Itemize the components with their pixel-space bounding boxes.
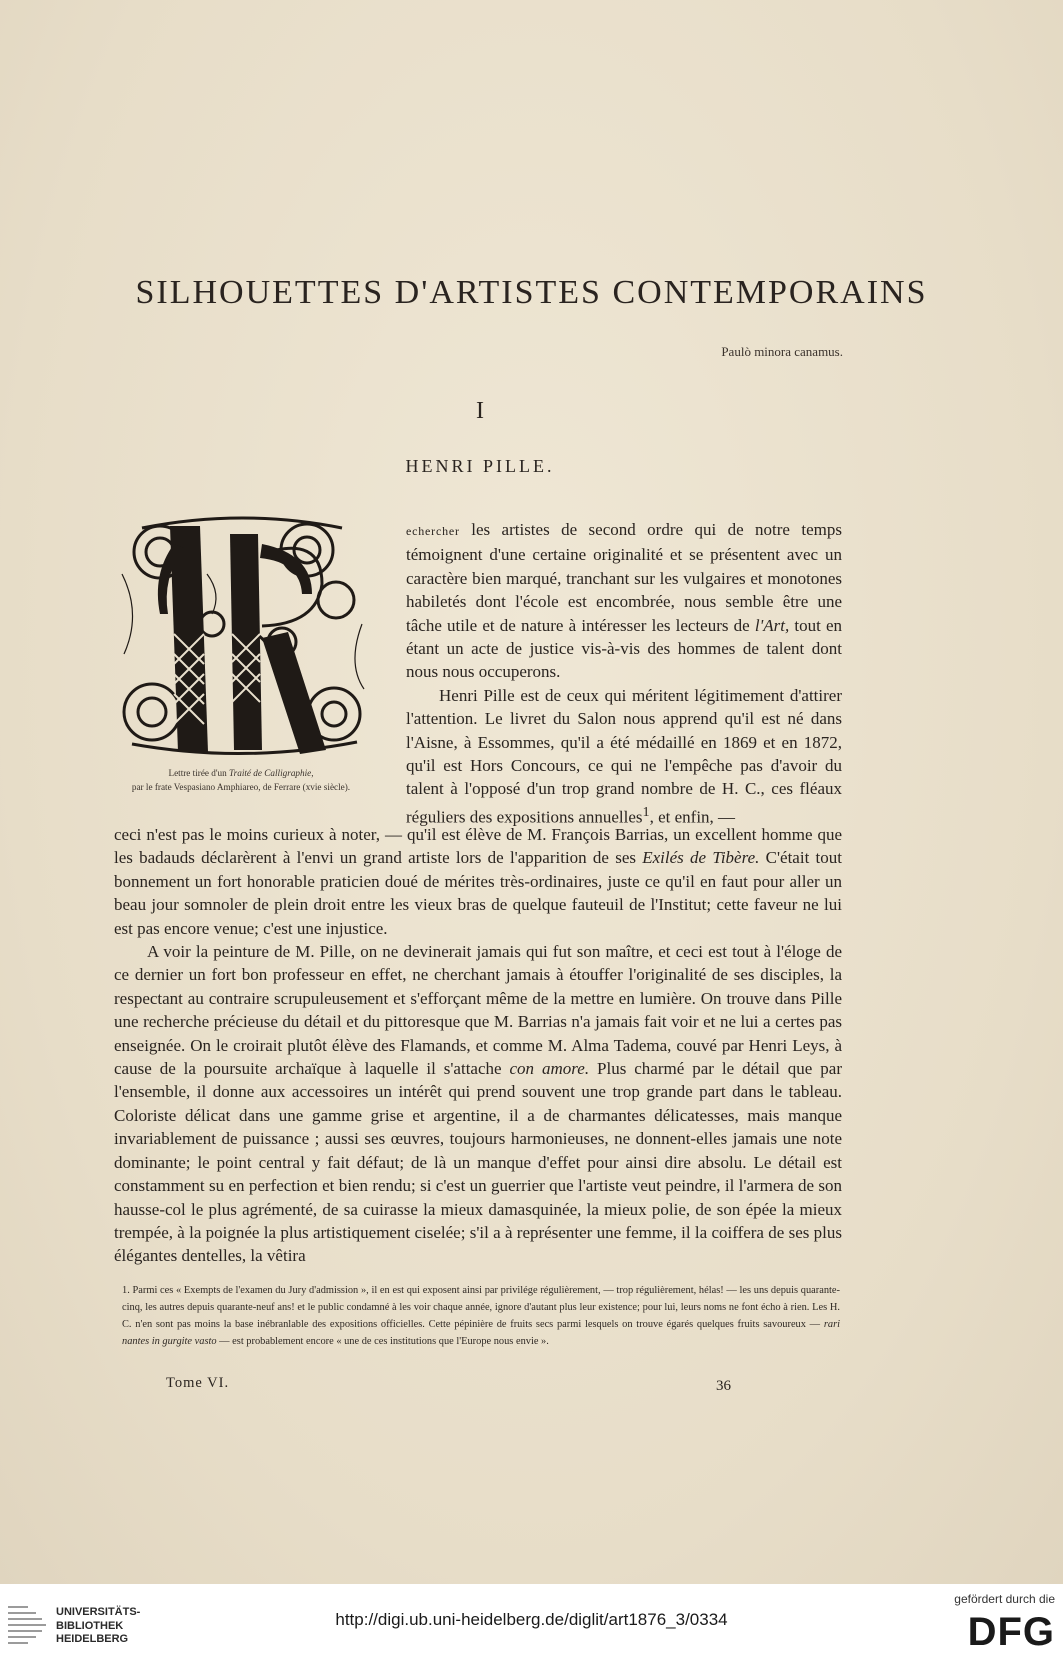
dropcap-continuation: echercher bbox=[406, 524, 460, 538]
painting-title: Exilés de Tibère. bbox=[642, 848, 760, 868]
journal-title: l'Art, bbox=[754, 615, 790, 635]
body-text-full-width bbox=[114, 823, 842, 1268]
paragraph-2-start: Henri Pille est de ceux qui méritent légitimement d'attirer l'attention. Le livret du Salon nous apprend qu'il est né dans l'Aisne, à Essommes, qu'il a été médaillé en 1869 et en 1872, qu'il est Hors Concours, ce qui ne l'empêche pas d'avoir du talent à l'opposé d'un trop grand nombre de H. C., ces fléaux réguliers des expositions annuelles$^1$, et enfin, — bbox=[406, 685, 842, 827]
permalink-url[interactable]: http://digi.ub.uni-heidelberg.de/diglit/art1876_3/0334 bbox=[335, 1610, 728, 1629]
paragraph-3: A voir la peinture de M. Pille, on ne devinerait jamais qui fut son maître, et ceci est tout à l'éloge de ce dernier un fort bon professeur en effet, ne cherchant jamais à étouffer l'originalité de ses disciples, la respectant au contraire scrupuleusement et s'efforçant même de la mettre en lumière. On trouve dans Pille une recherche précieuse du détail et du pittoresque que M. Barrias n'a jamais fait voir et ne lui a certes pas enseignée. On le croirait plutôt élève des Flamands, et comme M. Alma Tadema, couvé par Henri Leys, à cause de la poursuite archaïque à laquelle il s'attache con amore. Plus charmé par le détail que par l'ensemble, il donne aux accessoires un intérêt qui prend souvent une trop grande part dans le tableau. Coloriste délicat dans une gamme grise et argentine, il a de charmantes délicatesses, mais manque invariablement de puissance ; aussi ses œuvres, toujours harmonieuses, ne donnent-elles jamais une note dominante; le point central y fait défaut; de là un manque d'effet pour ainsi dire absolu. Le détail est constamment su en perfection et bien rendu; si c'est un guerrier que l'artiste veut peindre, il l'armera de son hausse-col le plus agrémenté, de sa cuirasse la mieux damasquinée, la mieux polie, de son épée la mieux trempée, à la poignée la plus artistiquement ciselée; s'il a à représenter une femme, il la coiffera de ses plus élégantes dentelles, la vêtira bbox=[114, 942, 842, 1266]
body-text-column bbox=[406, 518, 842, 829]
library-name: UNIVERSITÄTS- BIBLIOTHEK HEIDELBERG bbox=[56, 1606, 141, 1645]
page-number: 36 bbox=[716, 1378, 731, 1394]
caption-text: Lettre tirée d'un bbox=[168, 768, 230, 778]
volume-label: Tome VI. bbox=[166, 1375, 230, 1391]
caption-italic-title: Traité de Calligraphie, bbox=[229, 768, 314, 778]
footnote: 1. Parmi ces « Exempts de l'examen du Jury d'admission », il en est qui exposent ainsi par privilége régulièrement, — trop régulièrement, hélas! — les uns depuis quarante-cinq, les autres depuis quarante-neuf ans! et le public condamné à les voir chaque année, ignore d'autant plus leur existence; pour lui, leurs noms ne font écho à rien. Les H. C. n'en sont pas moins la base inébranlable des expositions officielles. Cette pépinière de fruits secs parmi lesquels on trouve égarés quelques fruits savoureux — rari nantes in gurgite vasto — est probablement encore « une de ces institutions que l'Europe nous envie ». bbox=[122, 1285, 840, 1347]
paragraph-2-cont: ceci n'est pas le moins curieux à noter, — qu'il est élève de M. François Barrias, un excellent homme que les badauds déclarèrent à l'envi un grand artiste lors de l'apparition de ses Exilés de Tibère. C'était tout bonnement un fort honorable praticien doué de mérites très-ordinaires, juste ce qu'il en faut pour aller un beau jour somnoler de plein droit entre les vieux bras de quelque fauteuil de l'Institut; cette faveur ne lui est pas encore venue; c'est une injustice. bbox=[114, 825, 842, 938]
article-title: SILHOUETTES D'ARTISTES CONTEMPORAINS bbox=[135, 274, 928, 311]
calligraphic-letter-illustration bbox=[112, 514, 374, 764]
illustration-caption bbox=[100, 766, 382, 794]
section-heading: HENRI PILLE. bbox=[405, 456, 555, 476]
ornamental-initial-r bbox=[112, 514, 374, 764]
dfg-logo[interactable]: DFG bbox=[967, 1610, 1055, 1654]
digitization-footer bbox=[0, 1584, 1063, 1661]
italic-phrase: con amore. bbox=[509, 1059, 590, 1079]
funded-by-label: gefördert durch die bbox=[954, 1592, 1055, 1606]
footnote-latin-quote: rari nantes in gurgite vasto bbox=[122, 1319, 840, 1347]
footnote-reference: 1 bbox=[642, 803, 650, 820]
paragraph-1: echercher les artistes de second ordre qui de notre temps témoignent d'une certaine originalité et se présentent avec un caractère bien marqué, tranchant sur les vulgaires et monotones habiletés dont l'école est encombrée, nous semble être une tâche utile et de nature à intéresser les lecteurs de l'Art, tout en étant un acte de justice vis-à-vis des hommes de talent dont nous nous occuperons. bbox=[406, 520, 842, 682]
section-number: I bbox=[476, 398, 484, 424]
epigraph: Paulò minora canamus. bbox=[721, 344, 843, 359]
caption-text-attribution: par le frate Vespasiano Amphiareo, de Ferrare (xvie siècle). bbox=[131, 782, 351, 792]
